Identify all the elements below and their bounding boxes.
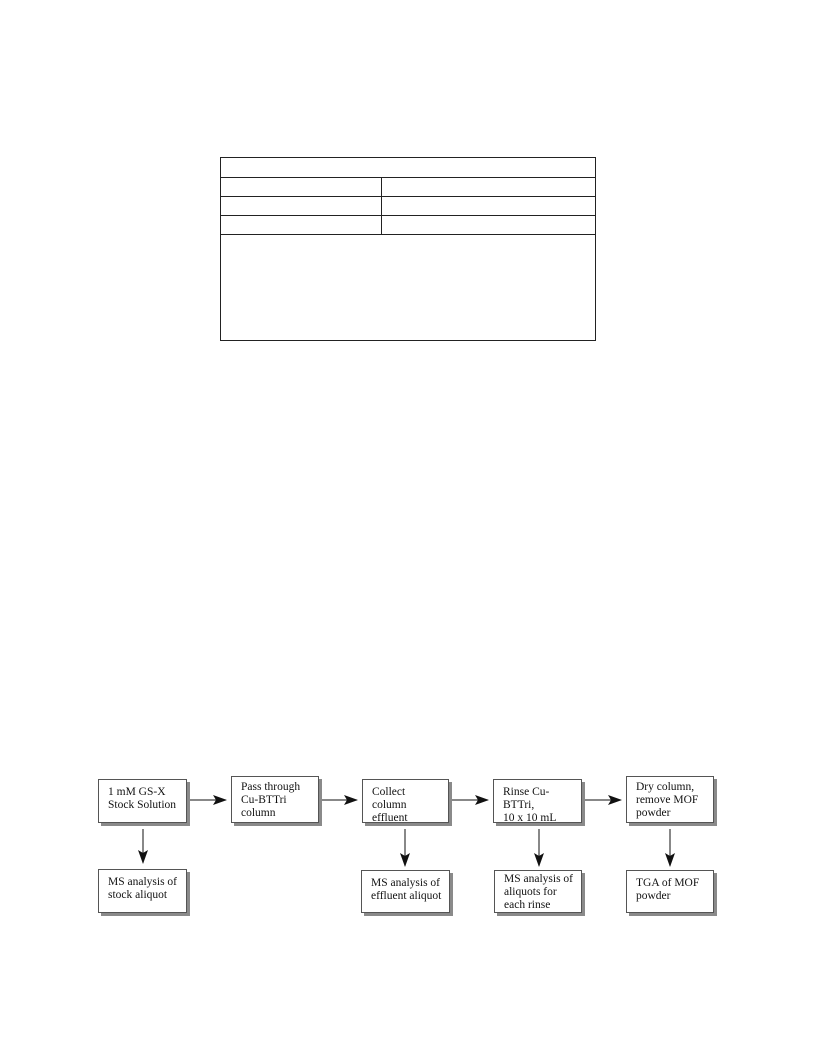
output-tga-powder: TGA of MOF powder bbox=[626, 870, 714, 913]
step-pass-column: Pass through Cu-BTTri column bbox=[231, 776, 319, 823]
output-ms-stock: MS analysis of stock aliquot bbox=[98, 869, 187, 913]
output-ms-rinse: MS analysis of aliquots for each rinse bbox=[494, 870, 582, 913]
output-ms-effluent: MS analysis of effluent aliquot bbox=[361, 870, 450, 913]
step-stock-solution: 1 mM GS-X Stock Solution bbox=[98, 779, 187, 823]
step-collect-effluent: Collect column effluent bbox=[362, 779, 449, 823]
step-dry-column: Dry column, remove MOF powder bbox=[626, 776, 714, 823]
step-rinse-column: Rinse Cu-BTTri, 10 x 10 mL bbox=[493, 779, 582, 823]
